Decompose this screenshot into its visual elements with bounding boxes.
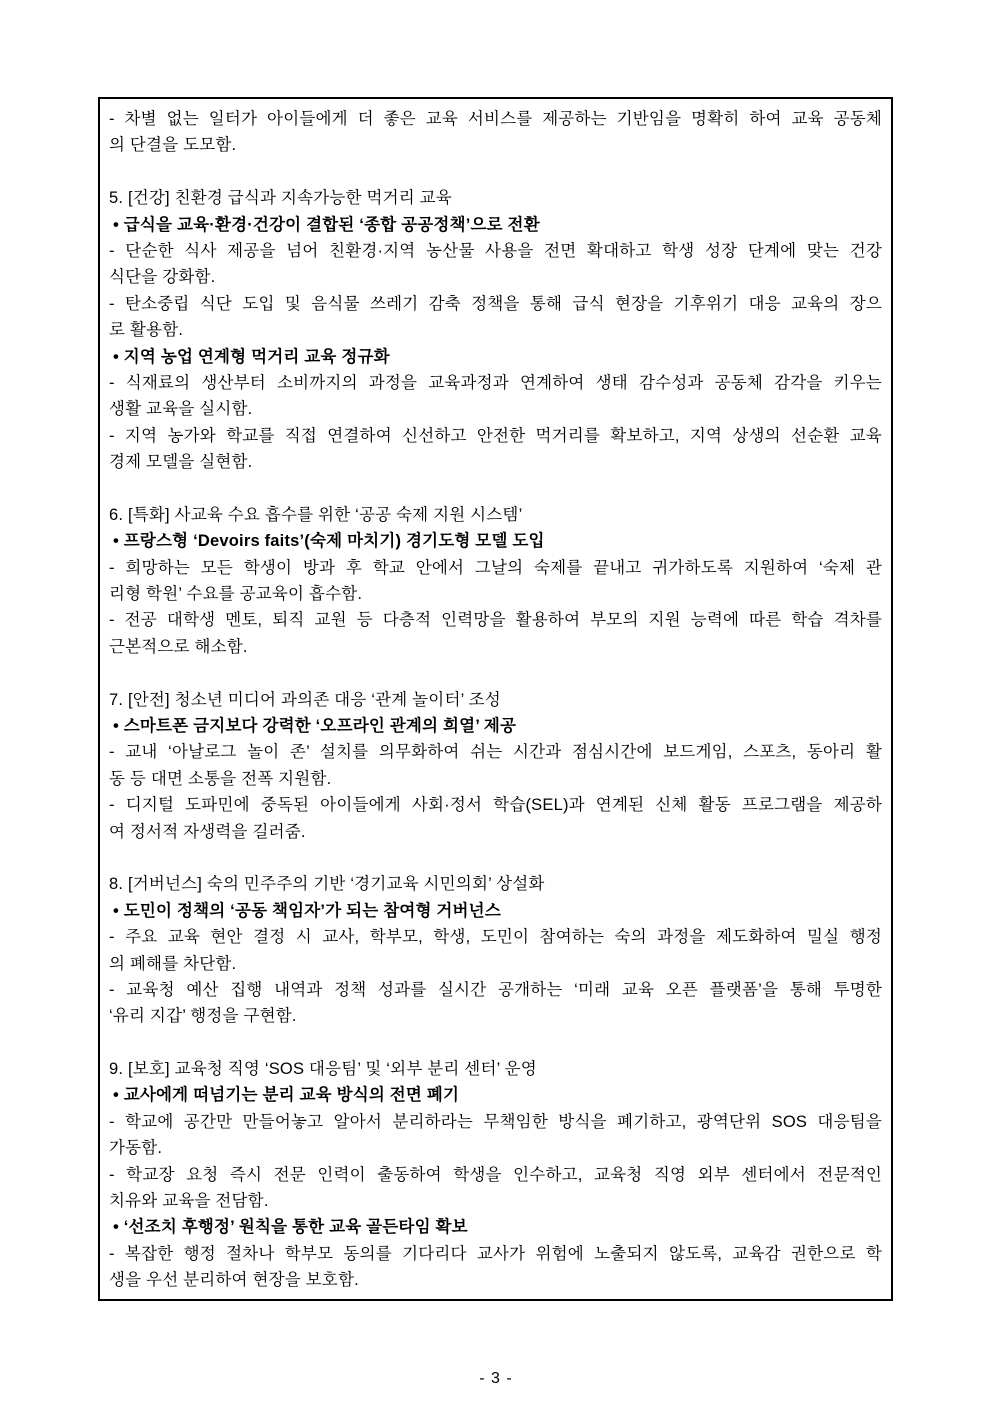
body-line: - 지역 농가와 학교를 직접 연결하여 신선하고 안전한 먹거리를 확보하고, 지역 상생의 선순환 교육: [109, 426, 882, 445]
blank-line: [109, 159, 882, 185]
bullet-heading: • 프랑스형 ‘Devoirs faits’(숙제 마치기) 경기도형 모델 도입: [113, 532, 545, 551]
page-number: - 3 -: [479, 1370, 513, 1387]
bullet-heading: • 교사에게 떠넘기는 분리 교육 방식의 전면 폐기: [113, 1086, 460, 1105]
body-line: 근본적으로 해소함.: [109, 637, 248, 656]
blank-line: [109, 1030, 882, 1056]
section-heading: 6. [특화] 사교육 수요 흡수를 위한 ‘공공 숙제 지원 시스템’: [109, 505, 523, 524]
blank-line: [109, 660, 882, 686]
body-line: 로 활용함.: [109, 321, 184, 340]
body-line: - 전공 대학생 멘토, 퇴직 교원 등 다층적 인력망을 활용하여 부모의 지원 능력에 따른 학습 격차를: [109, 611, 882, 630]
body-line: 식단을 강화함.: [109, 268, 216, 287]
body-line: 의 단결을 도모함.: [109, 136, 237, 155]
body-line: - 학교장 요청 즉시 전문 인력이 출동하여 학생을 인수하고, 교육청 직영 외부 센터에서 전문적인: [109, 1165, 882, 1184]
body-line: 생활 교육을 실시함.: [109, 400, 253, 419]
body-line: - 복잡한 행정 절차나 학부모 동의를 기다리다 교사가 위험에 노출되지 않도록, 교육감 권한으로 학: [109, 1244, 882, 1263]
body-line: 생을 우선 분리하여 현장을 보호함.: [109, 1271, 359, 1290]
body-line: - 단순한 식사 제공을 넘어 친환경·지역 농산물 사용을 전면 확대하고 학생 성장 단계에 맞는 건강: [109, 241, 882, 260]
body-line: 경제 모델을 실현함.: [109, 453, 253, 472]
content-border-box: [98, 97, 893, 1301]
body-line: ‘유리 지갑’ 행정을 구현함.: [109, 1007, 297, 1026]
body-line: - 교육청 예산 집행 내역과 정책 성과를 실시간 공개하는 ‘미래 교육 오픈 플랫폼’을 통해 투명한: [109, 980, 882, 999]
body-line: 동 등 대면 소통을 전폭 지원함.: [109, 769, 332, 788]
blank-line: [109, 845, 882, 871]
body-line: 가동함.: [109, 1139, 163, 1158]
bullet-heading: • 도민이 정책의 ‘공동 책임자’가 되는 참여형 거버넌스: [113, 901, 501, 920]
body-line: - 학교에 공간만 만들어놓고 알아서 분리하라는 무책임한 방식을 폐기하고, 광역단위 SOS 대응팀을: [109, 1112, 882, 1131]
body-line: 치유와 교육을 전담함.: [109, 1192, 269, 1211]
body-line: 의 폐해를 차단함.: [109, 954, 237, 973]
body-line: - 차별 없는 일터가 아이들에게 더 좋은 교육 서비스를 제공하는 기반임을 명확히 하여 교육 공동체: [109, 110, 882, 128]
section-heading: 9. [보호] 교육청 직영 ‘SOS 대응팀’ 및 ‘외부 분리 센터’ 운영: [109, 1060, 537, 1079]
bullet-heading: • 지역 농업 연계형 먹거리 교육 정규화: [113, 347, 390, 366]
body-line: - 디지털 도파민에 중독된 아이들에게 사회·정서 학습(SEL)과 연계된 신체 활동 프로그램을 제공하: [109, 796, 882, 815]
bullet-heading: • 스마트폰 금지보다 강력한 ‘오프라인 관계의 희열’ 제공: [113, 716, 517, 735]
bullet-heading: • ‘선조치 후행정’ 원칙을 통한 교육 골든타임 확보: [113, 1218, 468, 1237]
section-heading: 7. [안전] 청소년 미디어 과의존 대응 ‘관계 놀이터’ 조성: [109, 690, 501, 709]
body-line: 리형 학원’ 수요를 공교육이 흡수함.: [109, 585, 363, 604]
section-heading: 5. [건강] 친환경 급식과 지속가능한 먹거리 교육: [109, 189, 452, 208]
body-line: - 탄소중립 식단 도입 및 음식물 쓰레기 감축 정책을 통해 급식 현장을 기후위기 대응 교육의 장으: [109, 294, 882, 313]
body-line: - 교내 ‘아날로그 놀이 존’ 설치를 의무화하여 쉬는 시간과 점심시간에 보드게임, 스포츠, 동아리 활: [109, 743, 882, 762]
body-line: - 식재료의 생산부터 소비까지의 과정을 교육과정과 연계하여 생태 감수성과 공동체 감각을 키우는: [109, 373, 882, 392]
body-line: - 희망하는 모든 학생이 방과 후 학교 안에서 그날의 숙제를 끝내고 귀가하도록 지원하여 ‘숙제 관: [109, 558, 882, 577]
blank-line: [109, 475, 882, 501]
body-line: - 주요 교육 현안 결정 시 교사, 학부모, 학생, 도민이 참여하는 숙의 과정을 제도화하여 밀실 행정: [109, 928, 882, 947]
section-heading: 8. [거버넌스] 숙의 민주주의 기반 ‘경기교육 시민의회’ 상설화: [109, 875, 545, 894]
body-line: 여 정서적 자생력을 길러줌.: [109, 822, 306, 841]
bullet-heading: • 급식을 교육·환경·건강이 결합된 ‘종합 공공정책’으로 전환: [113, 215, 540, 234]
